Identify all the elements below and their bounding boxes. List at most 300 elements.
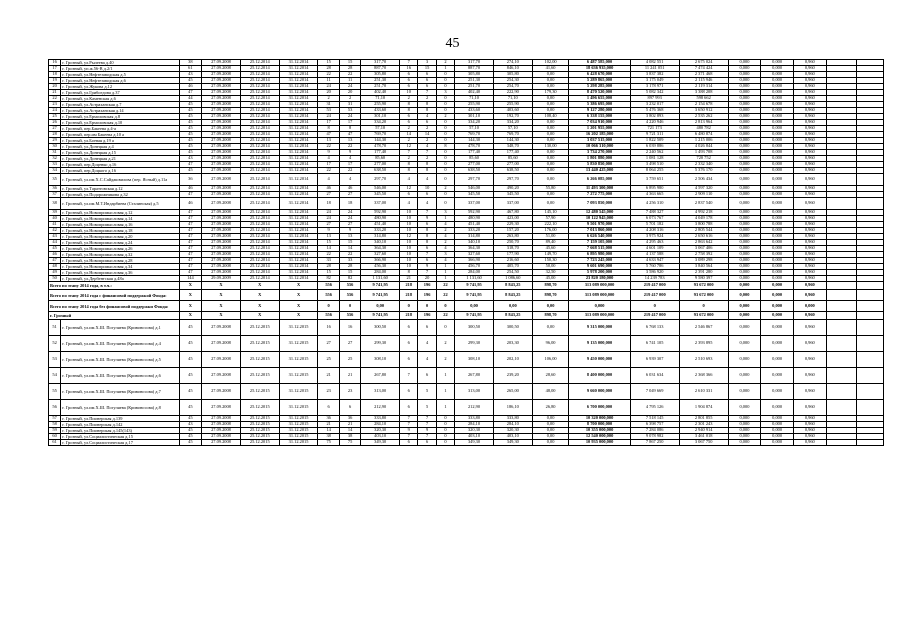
table-cell: 4 — [400, 174, 418, 186]
table-cell: 267,80 — [455, 368, 494, 384]
table-cell: 1 — [436, 368, 454, 384]
table-cell: 345,50 — [455, 192, 494, 198]
table-cell: 27.09.2008 — [202, 78, 241, 84]
table-cell: 8 064 255 — [630, 168, 679, 174]
table-cell: 27.09.2008 — [202, 258, 241, 264]
table-cell: 31.12.2014 — [279, 258, 318, 264]
table-cell: 0,00 — [532, 192, 569, 198]
table-cell: 0,000 — [728, 384, 761, 400]
table-cell: 592,90 — [455, 210, 494, 216]
table-cell: 28 — [318, 264, 339, 270]
table-cell: 6 — [418, 192, 436, 198]
table-cell: 36 — [49, 186, 61, 192]
table-cell: 31.12.2014 — [279, 252, 318, 258]
table-cell: 0,960 — [793, 162, 826, 168]
table-cell: 53 — [49, 352, 61, 368]
table-cell: 333,20 — [361, 228, 400, 234]
table-cell — [826, 368, 857, 384]
table-cell: 23 820 180,000 — [569, 276, 630, 282]
table-cell: 0,960 — [793, 384, 826, 400]
address-cell: г. Грозный, ул.Новопромысловая д.34 — [61, 264, 179, 270]
table-cell: 2 506 434 — [679, 174, 728, 186]
table-cell: 3 461 018 — [679, 434, 728, 440]
table-cell: 2 368 366 — [679, 368, 728, 384]
address-cell: г. Грозный, ул.Пионерская д.145(143) — [61, 428, 179, 434]
table-cell: 405,70 — [493, 264, 532, 270]
table-cell: 0,000 — [761, 240, 794, 246]
table-cell: 25.12.2014 — [240, 270, 279, 276]
table-cell: 333,80 — [455, 416, 494, 422]
table-cell: 47 — [179, 252, 201, 258]
table-cell: 3 759 651 — [630, 174, 679, 186]
table-cell: 0,960 — [793, 270, 826, 276]
table-cell: 0,000 — [761, 114, 794, 120]
table-cell: X — [179, 290, 201, 301]
table-cell: 0,00 — [532, 416, 569, 422]
table-cell: 0,000 — [793, 301, 826, 312]
address-cell: г. Грозный, ул.Донецкая д.21 — [61, 156, 179, 162]
table-cell — [826, 320, 857, 336]
table-cell: 6 895 980,000 — [569, 252, 630, 258]
table-cell: 0,000 — [728, 132, 761, 138]
table-cell: 546,00 — [455, 186, 494, 192]
address-cell: г. Грозный, ул.Новопромысловая д.28 — [61, 258, 179, 264]
table-cell: 41 — [49, 222, 61, 228]
table-cell: 366,90 — [361, 258, 400, 264]
table-cell: 9 — [418, 264, 436, 270]
table-cell: 6 — [400, 352, 418, 368]
table-cell: 2 — [418, 138, 436, 144]
table-cell: 10 — [400, 246, 418, 252]
table-cell: 47 — [49, 258, 61, 264]
table-cell: 27.09.2008 — [202, 150, 241, 156]
table-cell: 8 470 520,000 — [569, 90, 630, 96]
table-cell: 31.12.2014 — [279, 102, 318, 108]
table-cell: 4 — [318, 174, 339, 186]
table-cell: 6 266 085,000 — [569, 174, 630, 186]
table-cell: 8 — [418, 168, 436, 174]
address-cell: г. Грозный, уп.ж.56-В д.2/1 — [61, 66, 179, 72]
table-cell: 27.09.2008 — [202, 222, 241, 228]
table-cell: 51 — [49, 320, 61, 336]
table-cell: 638,50 — [361, 168, 400, 174]
table-cell: 55,80 — [532, 186, 569, 192]
table-cell: 21 — [400, 276, 418, 282]
table-cell: 1 086,60 — [493, 276, 532, 282]
table-cell: 216,60 — [493, 258, 532, 264]
table-cell: 0,960 — [793, 234, 826, 240]
table-cell: 0,000 — [728, 162, 761, 168]
table-cell: 7 — [400, 60, 418, 66]
table-cell: 27 — [318, 222, 339, 228]
table-cell: 50 — [49, 276, 61, 282]
table-cell: 27.09.2008 — [202, 216, 241, 222]
table-cell: 7 — [400, 434, 418, 440]
table-cell: 0,960 — [793, 120, 826, 126]
table-cell: 12 480 545,000 — [569, 210, 630, 216]
table-cell: 27.09.2008 — [202, 144, 241, 150]
table-cell: 0,960 — [793, 312, 826, 320]
table-cell: 31.12.2014 — [279, 234, 318, 240]
table-cell: 2 805 544 — [679, 228, 728, 234]
table-cell: 177,90 — [493, 252, 532, 258]
table-cell: 59 — [49, 428, 61, 434]
table-cell — [857, 320, 884, 336]
address-cell: г. Грозный, ул.Ермоловская д.8 — [61, 114, 179, 120]
table-cell: 20 — [418, 276, 436, 282]
table-cell: 45 — [179, 126, 201, 132]
table-cell: 36 — [318, 416, 339, 422]
table-cell: 10 — [400, 222, 418, 228]
table-cell: X — [202, 312, 241, 320]
table-cell: 250,70 — [493, 240, 532, 246]
table-cell: 3 089 298 — [679, 258, 728, 264]
table-cell — [826, 174, 857, 186]
table-cell: 6 — [400, 336, 418, 352]
table-cell: 27.09.2008 — [202, 192, 241, 198]
table-cell: 22 — [339, 168, 360, 174]
table-cell: 3 802 893 — [630, 114, 679, 120]
table-cell: 898,70 — [532, 290, 569, 301]
address-cell: г. Грозный, ул.им.Х.Ш. Погуляева (Кривоносова) д.8 — [61, 400, 179, 416]
table-cell: 0 — [436, 301, 454, 312]
address-cell: г. Грозный, ул.Боевая д.19 а — [61, 138, 179, 144]
table-cell: 25.12.2014 — [240, 138, 279, 144]
table-cell: 25.12.2014 — [240, 66, 279, 72]
table-cell: 31 — [318, 102, 339, 108]
table-cell: 45 — [179, 434, 201, 440]
table-cell: 277,00 — [361, 162, 400, 168]
table-cell: 0,960 — [793, 144, 826, 150]
table-cell: 45 — [179, 144, 201, 150]
table-cell: 0 — [436, 422, 454, 428]
table-cell: 33 — [339, 258, 360, 264]
table-cell: 27.09.2008 — [202, 132, 241, 138]
table-cell: 61 — [179, 66, 201, 72]
table-cell: 45 — [179, 400, 201, 416]
table-cell: 196 — [418, 290, 436, 301]
address-cell: г. Грозный, ул.Новопромысловая д.12 — [61, 210, 179, 216]
table-cell: 47 — [179, 228, 201, 234]
table-cell: 6 — [418, 368, 436, 384]
table-cell: 277,00 — [493, 162, 532, 168]
table-cell: 6 626 540,000 — [569, 234, 630, 240]
table-cell: 0,000 — [728, 90, 761, 96]
table-cell: 2 301 243 — [679, 422, 728, 428]
table-cell: 2 — [318, 96, 339, 102]
table-cell: 16 — [49, 60, 61, 66]
table-cell: 45 — [179, 320, 201, 336]
table-cell: 0,00 — [532, 422, 569, 428]
table-cell: 31.12.2015 — [279, 400, 318, 416]
table-cell: 1 — [436, 400, 454, 416]
table-cell: 0 — [436, 120, 454, 126]
table-cell: 25.12.2014 — [240, 120, 279, 126]
table-cell: 0,000 — [728, 156, 761, 162]
table-cell: X — [240, 301, 279, 312]
table-cell: 490,20 — [493, 186, 532, 192]
table-cell: 6 939 307 — [630, 352, 679, 368]
table-cell: 0,960 — [793, 102, 826, 108]
address-cell: г. Грозный, пер.Доцкого д.16 — [61, 168, 179, 174]
table-cell: 0 — [436, 156, 454, 162]
table-cell: 720 752 — [679, 156, 728, 162]
table-cell: 0,960 — [793, 276, 826, 282]
table-cell: 25.12.2014 — [240, 258, 279, 264]
table-cell: 22 — [318, 252, 339, 258]
table-cell: 6 428 670,000 — [569, 72, 630, 78]
table-cell: 0 — [436, 150, 454, 156]
table-cell: 27.09.2008 — [202, 270, 241, 276]
table-cell: 4 026 844 — [679, 144, 728, 150]
table-cell: 20 — [49, 84, 61, 90]
table-cell: 51,00 — [532, 234, 569, 240]
table-cell: 6 — [400, 84, 418, 90]
table-cell: 2 154 678 — [679, 102, 728, 108]
table-row — [49, 174, 884, 186]
table-cell: 0 — [400, 301, 418, 312]
table-cell: 0,000 — [728, 66, 761, 72]
table-cell: 27.09.2008 — [202, 422, 241, 428]
table-cell: X — [179, 312, 201, 320]
table-cell: 0,000 — [728, 252, 761, 258]
table-cell: 25.12.2014 — [240, 264, 279, 270]
table-cell: 6 338 155,000 — [569, 114, 630, 120]
table-cell: 17 — [339, 162, 360, 168]
table-cell: 0,000 — [761, 336, 794, 352]
table-cell: 24 — [318, 216, 339, 222]
table-cell: 6 — [400, 440, 418, 446]
table-cell: 337,00 — [493, 198, 532, 210]
table-cell: 29 — [49, 138, 61, 144]
table-cell: 0 — [436, 428, 454, 434]
table-cell: 35 — [49, 174, 61, 186]
table-cell: 2 — [436, 336, 454, 352]
table-cell: 0,00 — [532, 320, 569, 336]
table-cell: 12 — [400, 234, 418, 240]
table-cell: 0,000 — [728, 440, 761, 446]
table-cell: 27.09.2008 — [202, 228, 241, 234]
table-cell: 33 — [49, 162, 61, 168]
table-cell: 15 — [418, 66, 436, 72]
table-cell: 31.12.2015 — [279, 336, 318, 352]
total-row — [49, 282, 884, 290]
table-cell: 25.12.2014 — [240, 252, 279, 258]
table-cell: 9 741,95 — [455, 290, 494, 301]
table-cell: 144 — [179, 276, 201, 282]
table-cell: 25.12.2014 — [240, 156, 279, 162]
table-cell: 317,70 — [455, 60, 494, 66]
table-cell: 0,00 — [532, 132, 569, 138]
address-cell: г. Грозный, ул.Астраханская д.14 — [61, 108, 179, 114]
table-cell: 480 782 — [679, 126, 728, 132]
table-cell — [826, 198, 857, 210]
table-cell: 1 493 708 — [679, 150, 728, 156]
table-cell: 6 — [418, 72, 436, 78]
table-cell: 11 — [339, 78, 360, 84]
table-cell: 9 — [318, 150, 339, 156]
table-cell: 27.09.2008 — [202, 198, 241, 210]
table-cell: 9 — [339, 150, 360, 156]
table-cell: 4 — [418, 352, 436, 368]
table-cell: 57,10 — [493, 126, 532, 132]
table-cell: X — [279, 312, 318, 320]
table-cell: 1 496 655,000 — [569, 96, 630, 102]
table-cell: 0,000 — [761, 270, 794, 276]
table-cell: 9 — [418, 428, 436, 434]
table-cell: 299,30 — [455, 336, 494, 352]
table-cell: 7 272 775,000 — [569, 192, 630, 198]
table-cell: 314,80 — [361, 234, 400, 240]
table-cell: 333,20 — [455, 228, 494, 234]
table-cell: 45 — [179, 108, 201, 114]
address-cell: г. Грозный, пер.Доценко д.16 — [61, 162, 179, 168]
table-cell: 263,80 — [493, 234, 532, 240]
table-cell: 6 039 886 — [630, 144, 679, 150]
table-cell: 46 — [179, 186, 201, 192]
table-cell: 0,000 — [728, 84, 761, 90]
table-cell: 60 — [49, 434, 61, 440]
table-cell: 0,000 — [728, 400, 761, 416]
table-cell: 25.12.2015 — [240, 440, 279, 446]
table-cell: 31.12.2014 — [279, 150, 318, 156]
table-cell: 0,000 — [761, 186, 794, 192]
table-cell: 43 — [179, 422, 201, 428]
table-cell: 0,000 — [728, 96, 761, 102]
table-cell: 337,00 — [455, 198, 494, 210]
table-cell: 2 — [436, 186, 454, 192]
table-cell: 85,60 — [455, 156, 494, 162]
table-cell: 45 — [179, 150, 201, 156]
table-cell: 31.12.2014 — [279, 96, 318, 102]
table-cell: 25.12.2014 — [240, 240, 279, 246]
table-cell: 1 — [436, 276, 454, 282]
table-cell: 6 031 634 — [630, 368, 679, 384]
table-cell: 9 660 000,000 — [569, 384, 630, 400]
table-cell: 1 131,60 — [455, 276, 494, 282]
table-cell: 320,30 — [493, 428, 532, 434]
table-cell: 21 — [339, 422, 360, 428]
table-cell: 6 741 105 — [630, 336, 679, 352]
table-cell: 8 — [418, 108, 436, 114]
table-cell: 0,000 — [761, 162, 794, 168]
table-cell: 4 137 588 — [630, 252, 679, 258]
table-cell: 255,90 — [455, 102, 494, 108]
table-cell: 5 376 170 — [679, 168, 728, 174]
table-cell: 284,10 — [455, 422, 494, 428]
address-cell: г. Грозный, ул.Жукова д.12 — [61, 84, 179, 90]
table-cell: 0,960 — [793, 216, 826, 222]
table-cell: 106,00 — [532, 352, 569, 368]
table-cell: 7 867 250 — [630, 440, 679, 446]
table-cell: 0,000 — [761, 72, 794, 78]
table-cell: 38 — [339, 434, 360, 440]
table-cell: 9 — [418, 216, 436, 222]
table-cell: 219 417 000 — [630, 282, 679, 290]
table-cell: 2 240 562 — [630, 150, 679, 156]
table-cell: 47 — [179, 222, 201, 228]
table-cell: 254,50 — [493, 270, 532, 276]
table-cell: 24 — [318, 84, 339, 90]
table-cell: 334,20 — [361, 120, 400, 126]
table-cell: 45 — [179, 368, 201, 384]
table-cell: 8 — [418, 234, 436, 240]
table-cell: 7 — [400, 368, 418, 384]
table-cell: 364,30 — [455, 246, 494, 252]
table-cell: 20 — [339, 90, 360, 96]
table-cell: 149,70 — [532, 252, 569, 258]
table-cell: 0,960 — [793, 132, 826, 138]
table-cell: 8 — [400, 108, 418, 114]
address-cell: г. Грозный, ул.им.Х.Ш. Погуляева (Кривоносова) д.7 — [61, 384, 179, 400]
table-cell: 4 601 109 — [630, 246, 679, 252]
table-cell: 1 215 006 — [679, 138, 728, 144]
table-cell: 6 — [418, 320, 436, 336]
table-cell: 14 — [318, 428, 339, 434]
table-cell: 0,960 — [793, 168, 826, 174]
table-cell: 556 — [339, 312, 360, 320]
table-cell — [857, 174, 884, 186]
table-cell: 1 081 128 — [630, 156, 679, 162]
table-cell: 0,960 — [793, 138, 826, 144]
table-cell: 8 — [418, 240, 436, 246]
table-cell: 0,00 — [455, 301, 494, 312]
table-cell: 25.12.2014 — [240, 108, 279, 114]
table-cell: 45,00 — [532, 276, 569, 282]
table-cell: 27.09.2008 — [202, 84, 241, 90]
table-cell: 31.12.2014 — [279, 228, 318, 234]
table-cell: 284,00 — [455, 270, 494, 276]
address-cell: г. Грозный, пер.им Бакеева д.10 а — [61, 132, 179, 138]
table-cell: 2 837 540 — [679, 198, 728, 210]
table-cell: 0,960 — [793, 192, 826, 198]
table-cell: 6 — [400, 320, 418, 336]
table-cell: 0,960 — [793, 66, 826, 72]
table-cell: 23 — [339, 384, 360, 400]
table-cell: 145,10 — [532, 210, 569, 216]
table-cell: 0,960 — [793, 210, 826, 216]
table-cell: 27.09.2008 — [202, 186, 241, 192]
table-cell — [857, 352, 884, 368]
table-cell: 8 400 000,000 — [569, 368, 630, 384]
table-cell: 0,960 — [793, 290, 826, 301]
table-cell: 43 — [49, 234, 61, 240]
table-cell: 0,960 — [793, 150, 826, 156]
table-cell: 150,30 — [532, 258, 569, 264]
table-cell: 28 — [49, 132, 61, 138]
table-cell: 96,00 — [532, 336, 569, 352]
table-cell: 254,30 — [493, 78, 532, 84]
table-cell: 31 — [339, 102, 360, 108]
table-cell: 6 487 585,000 — [569, 60, 630, 66]
table-cell: 7 — [400, 422, 418, 428]
table-cell: 27.09.2008 — [202, 416, 241, 422]
address-cell: г. Грозный, ул.Грибоедова д.37 — [61, 90, 179, 96]
table-cell: 42 — [49, 228, 61, 234]
table-cell: 0 — [436, 162, 454, 168]
table-cell: 0,000 — [728, 368, 761, 384]
table-cell: 592,90 — [361, 210, 400, 216]
table-cell: 334,20 — [493, 120, 532, 126]
table-cell: 22 — [318, 168, 339, 174]
table-cell: 1 — [436, 216, 454, 222]
city-subtotal-row — [49, 312, 884, 320]
table-cell: 31.12.2014 — [279, 114, 318, 120]
table-cell: 31.12.2014 — [279, 240, 318, 246]
table-cell: 2 801 855 — [679, 416, 728, 422]
table-cell: 0,000 — [761, 246, 794, 252]
table-cell: X — [202, 290, 241, 301]
